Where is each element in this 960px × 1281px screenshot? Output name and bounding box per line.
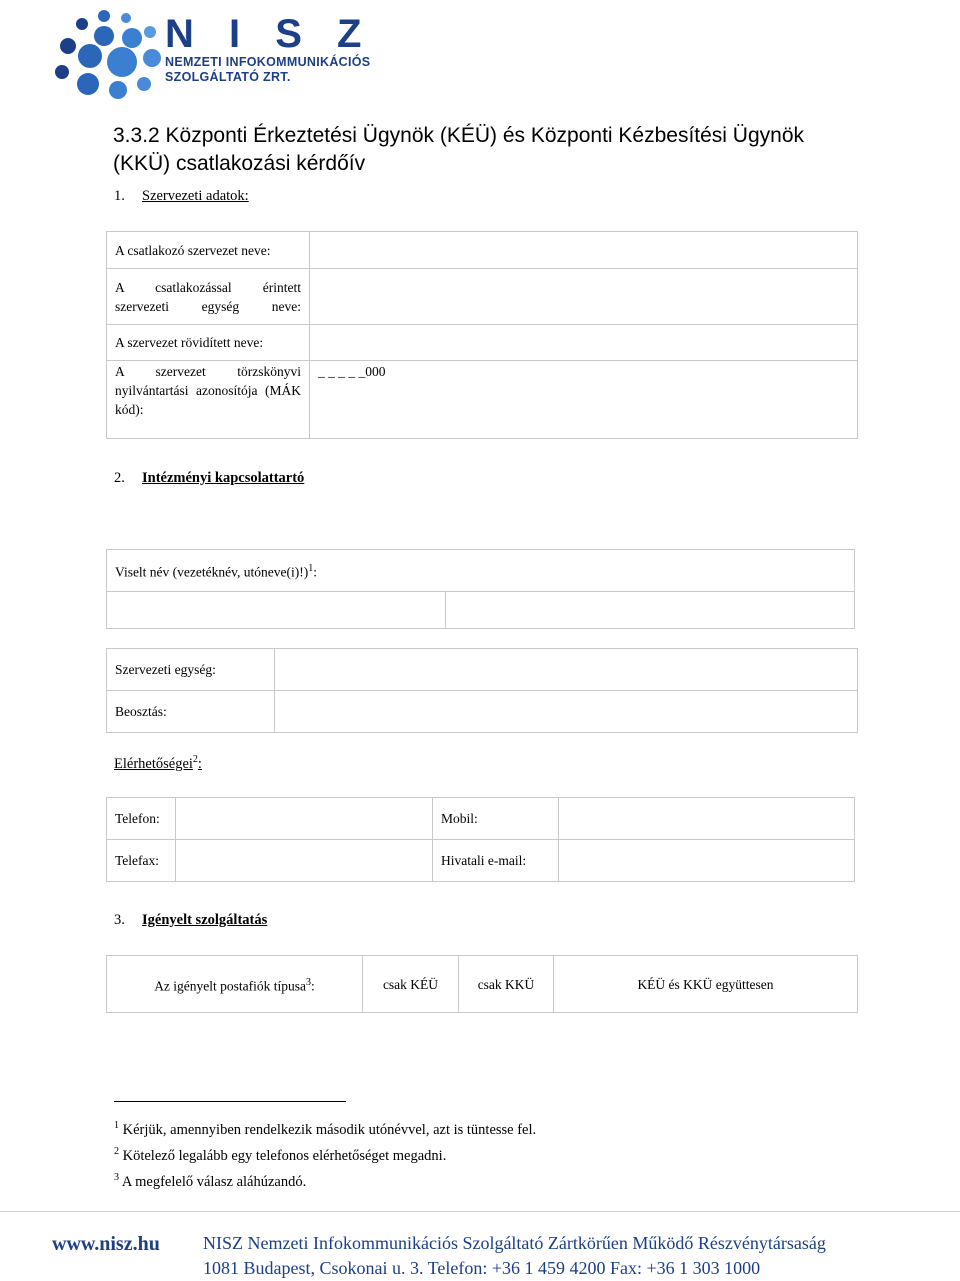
section1-number: 1. [114,188,125,204]
logo-subtitle-line1: NEMZETI INFOKOMMUNIKÁCIÓS [165,55,371,69]
mak-code-value: _ _ _ _ _000 [318,364,386,379]
option-kku-only[interactable]: csak KKÜ [459,956,554,1013]
footer-divider [0,1211,960,1212]
logo-name: N I S Z [165,12,374,56]
contacts-heading: Elérhetőségei$^2$: [114,754,202,772]
org-name-field[interactable] [310,232,858,269]
dots-logo-icon [52,6,162,102]
section3-number: 3. [114,912,125,928]
email-field[interactable] [559,840,855,882]
position-label: Beosztás: [107,691,275,733]
unit-name-field[interactable] [310,269,858,325]
surname-field[interactable] [107,592,446,629]
section2-title-text: Intézményi kapcsolattartó [142,470,305,486]
service-table [106,955,858,1013]
footnote-1: $^1$ Kérjük, amennyiben rendelkezik második utónévvel, azt is tüntesse fel. [114,1120,537,1138]
contact-unit-label: Szervezeti egység: [107,649,275,691]
unit-position-table [106,648,858,733]
given-name-field[interactable] [446,592,855,629]
section1-title-text: Szervezeti adatok: [142,188,249,204]
mobile-field[interactable] [559,798,855,840]
option-keu-only[interactable]: csak KÉÜ [363,956,459,1013]
footnote-ref-2: 2 [192,754,198,765]
footnotes [114,1115,536,1192]
section3-title [114,912,267,929]
section3-title-text: Igényelt szolgáltatás [142,912,268,928]
mak-code-field[interactable] [310,361,858,439]
phone-label: Telefon: [107,798,176,840]
mak-code-label: A szervezet törzskönyvi nyilvántartási azonosítója (MÁK kód): [107,361,310,439]
org-name-label: A csatlakozó szervezet neve: [107,232,310,269]
position-field[interactable] [275,691,858,733]
option-keu-and-kku[interactable]: KÉÜ és KKÜ együttesen [554,956,858,1013]
footer-company-name: NISZ Nemzeti Infokommunikációs Szolgáltató Zártkörűen Működő Részvénytársaság [203,1233,826,1253]
section2-title [114,470,304,487]
name-label-cell: Viselt név (vezetéknév, utóneve(i)!)$^1$: [107,550,855,592]
footer-website-link[interactable]: www.nisz.hu [52,1233,160,1255]
phone-field[interactable] [176,798,433,840]
page-title-line2: (KKÜ) csatlakozási kérdőív [113,152,366,175]
footnote-3: $^3$ A megfelelő válasz aláhúzandó. [114,1171,307,1190]
mailbox-type-label: Az igényelt postafiók típusa$^3$: [107,956,363,1013]
footnote-separator [114,1101,346,1102]
page-title-line1: 3.3.2 Központi Érkeztetési Ügynök (KÉÜ) és Központi Kézbesítési Ügynök [113,124,805,147]
section1-title [114,188,249,205]
email-label: Hivatali e-mail: [433,840,559,882]
contact-unit-field[interactable] [275,649,858,691]
footer-company-address: 1081 Budapest, Csokonai u. 3. Telefon: +36 1 459 4200 Fax: +36 1 303 1000 [203,1258,761,1278]
fax-field[interactable] [176,840,433,882]
unit-name-label: A csatlakozással érintett szervezeti egység neve: [107,269,310,325]
logo-subtitle [165,55,370,85]
page-title [113,122,893,178]
org-data-table [106,231,858,439]
contact-name-table [106,549,855,629]
footer-company-info [203,1231,826,1281]
name-label: Viselt név (vezetéknév, utóneve(i)!) [115,564,309,580]
fax-label: Telefax: [107,840,176,882]
contacts-table [106,797,855,882]
footnote-ref-3: 3 [306,976,312,988]
short-name-field[interactable] [310,325,858,361]
mobile-label: Mobil: [433,798,559,840]
short-name-label: A szervezet rövidített neve: [107,325,310,361]
footnote-ref-1: 1 [308,563,314,575]
footnote-2: $^2$ Kötelező legalább egy telefonos elérhetőséget megadni. [114,1145,447,1164]
section2-number: 2. [114,470,125,486]
logo-subtitle-line2: SZOLGÁLTATÓ ZRT. [165,70,291,84]
